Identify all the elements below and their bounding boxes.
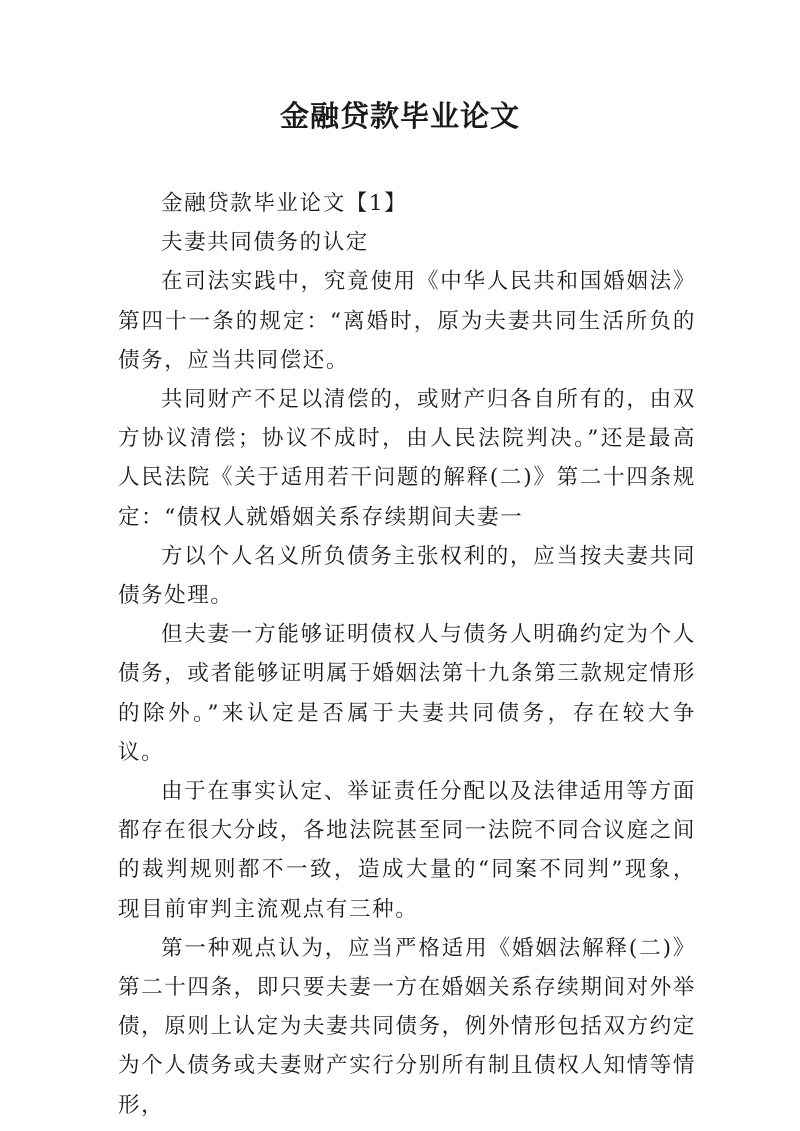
paragraph-heading: 夫妻共同债务的认定 xyxy=(161,230,369,256)
paragraph-subtitle: 金融贷款毕业论文【1】 xyxy=(161,191,408,216)
paragraph: 但夫妻一方能够证明债权人与债务人明确约定为个人债务，或者能够证明属于婚姻法第十九条第三款规定情形的除外。”来认定是否属于夫妻共同债务，存在较大争议。 xyxy=(118,622,696,765)
paragraph: 由于在事实认定、举证责任分配以及法律适用等方面都存在很大分歧，各地法院甚至同一法院不同合议庭之间的裁判规则都不一致，造成大量的“同案不同判”现象，现目前审判主流观点有三种。 xyxy=(118,779,696,922)
document-body xyxy=(118,184,696,1125)
paragraph: 第一种观点认为，应当严格适用《婚姻法解释(二)》第二十四条，即只要夫妻一方在婚姻关系存续期间对外举债，原则上认定为夫妻共同债务，例外情形包括双方约定为个人债务或夫妻财产实行分别所有制且债权人知情等情形， xyxy=(118,935,696,1118)
paragraph: 共同财产不足以清偿的，或财产归各自所有的，由双方协议清偿；协议不成时，由人民法院判决。”还是最高人民法院《关于适用若干问题的解释(二)》第二十四条规定：“债权人就婚姻关系存续期间夫妻一 xyxy=(118,387,696,530)
paragraph: 方以个人名义所负债务主张权利的，应当按夫妻共同债务处理。 xyxy=(118,543,696,609)
document-title: 金融贷款毕业论文 xyxy=(279,99,520,133)
paragraph: 在司法实践中，究竟使用《中华人民共和国婚姻法》第四十一条的规定：“离婚时，原为夫妻共同生活所负的债务，应当共同偿还。 xyxy=(118,269,696,373)
